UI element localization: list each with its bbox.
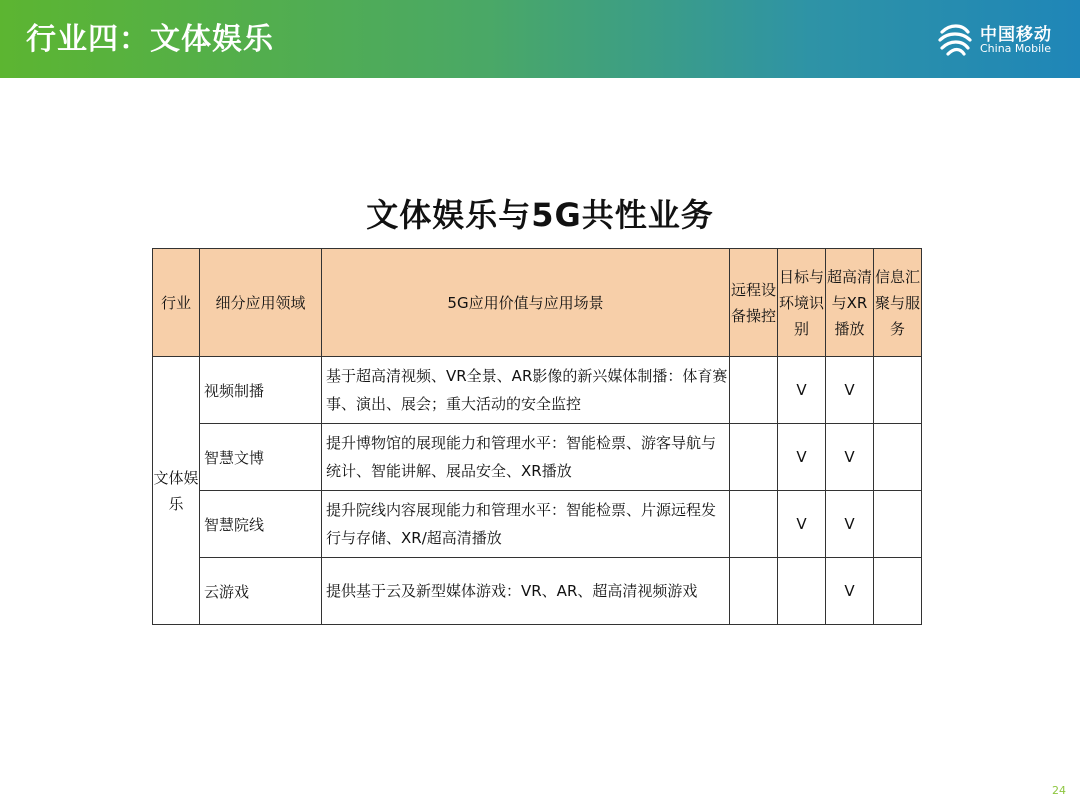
col-header-info-service: 信息汇聚与服务 bbox=[874, 249, 922, 357]
subfield-cell: 智慧文博 bbox=[200, 424, 322, 491]
header-bar bbox=[0, 0, 1080, 78]
table-row bbox=[153, 491, 922, 558]
col-header-industry: 行业 bbox=[153, 249, 200, 357]
table-row bbox=[153, 558, 922, 625]
subfield-cell: 智慧院线 bbox=[200, 491, 322, 558]
check-target: V bbox=[778, 491, 826, 558]
check-info bbox=[874, 558, 922, 625]
check-info bbox=[874, 357, 922, 424]
check-info bbox=[874, 424, 922, 491]
china-mobile-logo-icon bbox=[936, 20, 974, 58]
table-row bbox=[153, 424, 922, 491]
logo-text-cn: 中国移动 bbox=[980, 25, 1052, 45]
check-info bbox=[874, 491, 922, 558]
check-hd: V bbox=[826, 558, 874, 625]
check-remote bbox=[730, 357, 778, 424]
description-cell: 提升院线内容展现能力和管理水平：智能检票、片源远程发行与存储、XR/超高清播放 bbox=[322, 491, 730, 558]
logo-text-en: China Mobile bbox=[980, 42, 1052, 55]
check-hd: V bbox=[826, 357, 874, 424]
col-header-remote-control: 远程设备操控 bbox=[730, 249, 778, 357]
china-mobile-logo bbox=[936, 18, 1066, 62]
page-number: 24 bbox=[1052, 784, 1066, 797]
check-target bbox=[778, 558, 826, 625]
industry-table bbox=[152, 248, 922, 625]
description-cell: 基于超高清视频、VR全景、AR影像的新兴媒体制播：体育赛事、演出、展会；重大活动的安全监控 bbox=[322, 357, 730, 424]
table-row bbox=[153, 357, 922, 424]
check-hd: V bbox=[826, 424, 874, 491]
check-remote bbox=[730, 558, 778, 625]
subfield-cell: 视频制播 bbox=[200, 357, 322, 424]
table-header-row bbox=[153, 249, 922, 357]
description-cell: 提供基于云及新型媒体游戏：VR、AR、超高清视频游戏 bbox=[322, 558, 730, 625]
col-header-value: 5G应用价值与应用场景 bbox=[322, 249, 730, 357]
slide-section-title: 行业四：文体娱乐 bbox=[26, 22, 274, 57]
check-target: V bbox=[778, 357, 826, 424]
page-title: 文体娱乐与5G共性业务 bbox=[366, 196, 714, 234]
check-remote bbox=[730, 491, 778, 558]
check-remote bbox=[730, 424, 778, 491]
col-header-hd-xr: 超高清与XR播放 bbox=[826, 249, 874, 357]
col-header-target-recognition: 目标与环境识别 bbox=[778, 249, 826, 357]
col-header-subfield: 细分应用领域 bbox=[200, 249, 322, 357]
industry-cell: 文体娱乐 bbox=[153, 357, 200, 625]
check-hd: V bbox=[826, 491, 874, 558]
check-target: V bbox=[778, 424, 826, 491]
subfield-cell: 云游戏 bbox=[200, 558, 322, 625]
description-cell: 提升博物馆的展现能力和管理水平：智能检票、游客导航与统计、智能讲解、展品安全、XR播放 bbox=[322, 424, 730, 491]
